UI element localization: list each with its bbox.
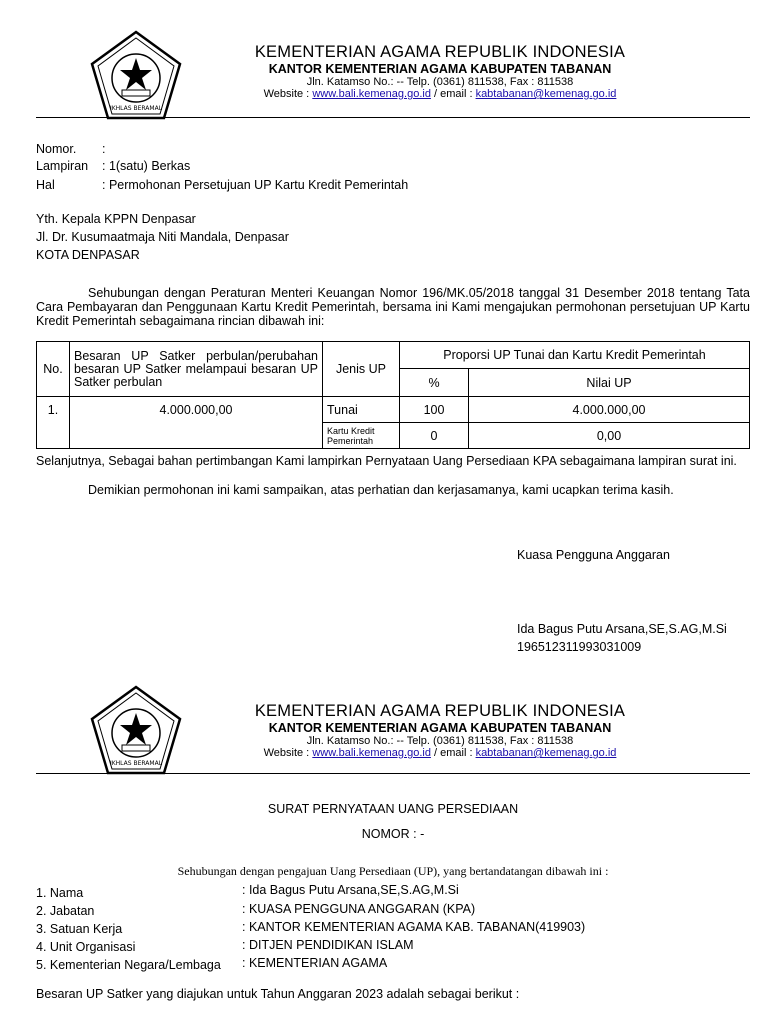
besaran-line: Besaran UP Satker yang diajukan untuk Tahun Anggaran 2023 adalah sebagai berikut : xyxy=(36,987,520,1001)
list-item: 1. Nama xyxy=(36,886,84,900)
list-item: 5. Kementerian Negara/Lembaga xyxy=(36,958,221,972)
closing-paragraph: Demikian permohonan ini kami sampaikan, atas perhatian dan kerjasamanya, kami ucapkan terima kasih. xyxy=(88,483,674,497)
office-address: Jln. Katamso No.: -- Telp. (0361) 811538, Fax : 811538 xyxy=(306,76,574,88)
list-item-value: : KEMENTERIAN AGAMA xyxy=(242,956,388,970)
cell-no: 1. xyxy=(37,397,70,449)
email-link[interactable]: kabtabanan@kemenag.go.id xyxy=(475,747,617,759)
col-header-no: No. xyxy=(37,342,70,397)
list-item-value: : Ida Bagus Putu Arsana,SE,S.AG,M.Si xyxy=(242,883,459,897)
ministry-name: KEMENTERIAN AGAMA REPUBLIK INDONESIA xyxy=(254,43,626,61)
cell-jenis-kkp: Kartu Kredit Pemerintah xyxy=(323,423,400,449)
signer-nip: 196512311993031009 xyxy=(517,640,642,654)
list-item: 2. Jabatan xyxy=(36,904,95,918)
recipient-line-2: Jl. Dr. Kusumaatmaja Niti Mandala, Denpasar xyxy=(36,230,289,244)
cell-jenis-tunai: Tunai xyxy=(323,397,400,423)
logo-motto: IKHLAS BERAMAL xyxy=(109,105,163,112)
office-name: KANTOR KEMENTERIAN AGAMA KABUPATEN TABANAN xyxy=(268,721,612,735)
email-link[interactable]: kabtabanan@kemenag.go.id xyxy=(475,88,617,100)
contact-line: Website : www.bali.kemenag.go.id / email : kabtabanan@kemenag.go.id xyxy=(263,88,617,100)
statement-title: SURAT PERNYATAAN UANG PERSEDIAAN xyxy=(267,802,519,816)
list-item-value: : KANTOR KEMENTERIAN AGAMA KAB. TABANAN(419903) xyxy=(242,920,586,934)
office-address: Jln. Katamso No.: -- Telp. (0361) 811538, Fax : 811538 xyxy=(306,735,574,747)
up-proportion-table xyxy=(36,341,750,449)
col-header-jenis: Jenis UP xyxy=(323,342,400,397)
letterhead xyxy=(200,43,680,100)
follow-paragraph: Selanjutnya, Sebagai bahan pertimbangan Kami lampirkan Pernyataan Uang Persediaan KPA sebagaimana lampiran surat ini. xyxy=(36,454,737,468)
ministry-logo xyxy=(88,683,184,779)
header-divider xyxy=(36,117,750,118)
website-link[interactable]: www.bali.kemenag.go.id xyxy=(312,747,431,759)
cell-besaran: 4.000.000,00 xyxy=(70,397,323,449)
lampiran-row: Lampiran : 1(satu) Berkas xyxy=(36,159,191,173)
cell-nilai-kkp: 0,00 xyxy=(469,423,750,449)
contact-line: Website : www.bali.kemenag.go.id / email : kabtabanan@kemenag.go.id xyxy=(263,747,617,759)
cell-nilai-tunai: 4.000.000,00 xyxy=(469,397,750,423)
header-divider xyxy=(36,773,750,774)
office-name: KANTOR KEMENTERIAN AGAMA KABUPATEN TABANAN xyxy=(268,62,612,76)
nomor-row: Nomor. : xyxy=(36,142,106,156)
list-item: 3. Satuan Kerja xyxy=(36,922,123,936)
list-item-value: : DITJEN PENDIDIKAN ISLAM xyxy=(242,938,414,952)
signer-title: Kuasa Pengguna Anggaran xyxy=(517,548,670,562)
list-item-value: : KUASA PENGGUNA ANGGARAN (KPA) xyxy=(242,902,476,916)
logo-motto: IKHLAS BERAMAL xyxy=(109,760,163,767)
col-header-besaran: Besaran UP Satker perbulan/perubahan besaran UP Satker melampaui besaran UP Satker perbulan xyxy=(70,342,323,397)
website-link[interactable]: www.bali.kemenag.go.id xyxy=(312,88,431,100)
cell-pct-tunai: 100 xyxy=(400,397,469,423)
statement-intro: Sehubungan dengan pengajuan Uang Persediaan (UP), yang bertandatangan dibawah ini : xyxy=(177,864,609,878)
col-header-proporsi: Proporsi UP Tunai dan Kartu Kredit Pemerintah xyxy=(400,342,750,369)
list-item: 4. Unit Organisasi xyxy=(36,940,136,954)
intro-paragraph: Sehubungan dengan Peraturan Menteri Keuangan Nomor 196/MK.05/2018 tanggal 31 Desember 2018 tentang Tata Cara Pembayaran dan Penggunaan Kartu Kredit Pemerintah, bersama ini Kami mengajukan permohonan persetujuan UP Kartu Kredit Pemerintah sebagaimana rincian dibawah ini: xyxy=(36,286,750,328)
recipient-line-1: Yth. Kepala KPPN Denpasar xyxy=(36,212,196,226)
signer-name: Ida Bagus Putu Arsana,SE,S.AG,M.Si xyxy=(517,622,727,636)
statement-number: NOMOR : - xyxy=(361,827,425,841)
ministry-name: KEMENTERIAN AGAMA REPUBLIK INDONESIA xyxy=(254,702,626,720)
table-row xyxy=(37,397,750,423)
recipient-line-3: KOTA DENPASAR xyxy=(36,248,140,262)
ministry-logo xyxy=(88,28,184,124)
col-header-percent: % xyxy=(400,369,469,397)
col-header-nilai: Nilai UP xyxy=(469,369,750,397)
letterhead xyxy=(200,702,680,759)
hal-row: Hal : Permohonan Persetujuan UP Kartu Kredit Pemerintah xyxy=(36,178,409,192)
cell-pct-kkp: 0 xyxy=(400,423,469,449)
